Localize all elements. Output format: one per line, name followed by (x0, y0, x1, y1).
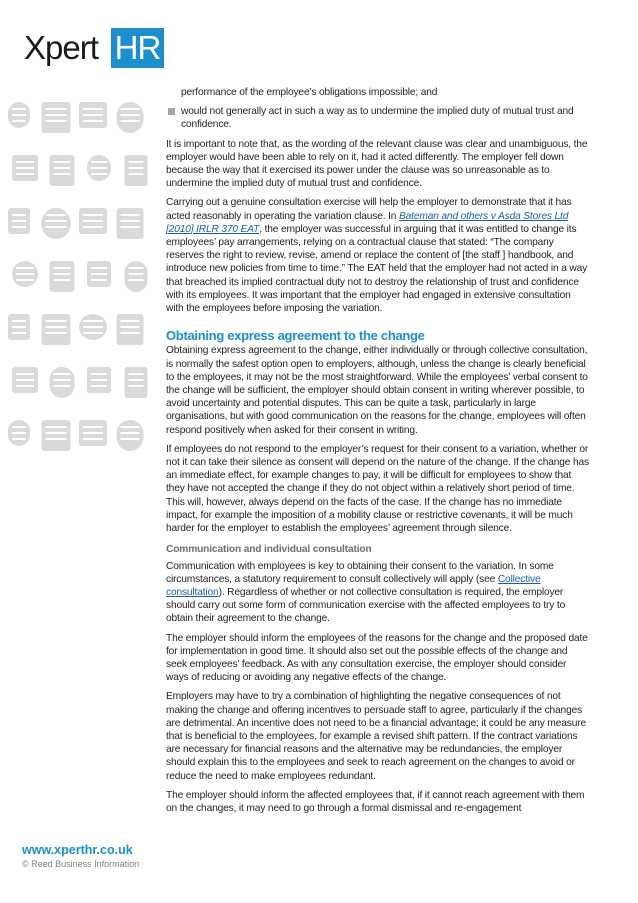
book-icon (117, 314, 144, 345)
bullet-text: would not generally act in such a way as to undermine the implied duty of mutual trust and confidence. (181, 106, 574, 131)
headset-icon (8, 314, 30, 340)
scales-icon (117, 102, 144, 133)
info-icon (42, 314, 71, 345)
document-icon (8, 102, 30, 128)
checklist-icon (12, 155, 38, 181)
lock-icon (117, 420, 144, 451)
sidebar (0, 0, 161, 903)
case-link-bateman[interactable]: Bateman and others v Asda Stores Ltd [2010] IRLR 370 EAT (166, 210, 569, 235)
scales-icon (79, 208, 107, 234)
building-icon (125, 155, 148, 186)
logo-text-hr: HR (111, 28, 164, 68)
logo-text-xpert: Xpert (24, 29, 98, 66)
umbrella-icon (50, 367, 75, 398)
folder-icon (12, 367, 38, 393)
people-icon (79, 420, 107, 446)
paragraph: The employer should inform the affected employees that, if it cannot reach agreement with them on the changes, it may need to go through a formal dismissal and re-engagement (166, 789, 585, 814)
folder-icon (87, 155, 111, 181)
paragraph: Obtaining express agreement to the change, either individually or through collective consultation, is normally the safest option open to employers, although, unless the change is clearly beneficial to the employees, it may not be the most straightforward. While the employees’ verbal consent to the change will be sufficient, the employer should obtain consent in writing wherever possible, to avoid uncertainty and potential disputes. This can be quite a task, particularly in large organisations, but with good communication on the reasons for the change, employees will often respond positively when asked for their consent in writing. (166, 345, 588, 436)
section-heading: Obtaining express agreement to the change (166, 328, 425, 344)
paragraph-text: Communication with employees is key to obtaining their consent to the variation. In some circumstances, a statutory requirement to consult collectively will apply (see (166, 560, 554, 585)
globe-icon (125, 261, 148, 292)
phone-icon (87, 261, 111, 287)
paragraph: If employees do not respond to the employer’s request for their consent to a variation, whether or not it can take their silence as consent will depend on the nature of the change. If the change has an immediate effect, for example changes to pay, it will be difficult for employees to show that they have not accepted the change if they do not object within a relatively short period of time. This will, however, always depend on the facts of the case. If the change has no immediate impact, for example the imposition of a mobility clause or restrictive covenants, it will be much harder for the employer to establish the employees’ agreement through silence. (166, 443, 589, 535)
paragraph-communication (166, 560, 590, 626)
star-icon (125, 367, 148, 398)
paragraph: It is important to note that, as the wording of the relevant clause was clear and unambiguous, the employer would have been able to rely on it, had it acted differently. The employer fell down because the way that it exercised its power under the clause was so unreasonable as to undermine the implied duty of mutual trust and confidence. (166, 138, 588, 190)
copyright-notice: © Reed Business Information (22, 859, 140, 869)
chart-icon (42, 102, 71, 133)
question-icon (42, 420, 71, 451)
bullet-continuation: performance of the employee’s obligations impossible; and (181, 87, 438, 98)
paragraph-text: Carrying out a genuine consultation exercise will help the employer to demonstrate that it has acted reasonably in operating the variation clause. In (166, 197, 572, 222)
website-link[interactable]: www.xperthr.co.uk (22, 843, 133, 857)
paragraph: The employer should inform the employees of the reasons for the change and the proposed date for implementation in good time. It should also set out the possible effects of the change and seek employees’ feedback. As with any consultation exercise, the employer should consider ways of reducing or avoiding any negative effects of the change. (166, 632, 588, 684)
bullet-item (166, 105, 590, 131)
pie-chart-icon (8, 420, 30, 446)
paragraph-text: , the employer was successful in arguing that it was entitled to change its employees’ pay arrangements, relying on a contractual clause that stated: “The company reserves the right to review, revise, amend or replace the content of [the staff ] handbook, and introduce new policies from time to time.” The EAT held that the employer had not acted in a way that breached its implied contractual duty not to destroy the relationship of trust and confidence with its employees. It was important that the employer had engaged in extensive consultation with the employees before imposing the variation. (166, 223, 588, 315)
subsection-heading: Communication and individual consultation (166, 544, 372, 556)
document-icon (87, 367, 111, 393)
clock-icon (79, 314, 107, 340)
paragraph-bateman (166, 196, 590, 315)
calendar-icon (79, 102, 107, 128)
collective-consultation-link[interactable]: Collective consultation (166, 573, 541, 598)
paragraph-text: ). Regardless of whether or not collective consultation is required, the employer should carry out some form of communication exercise with the affected employees to try to obtain their agreement to the change. (166, 586, 566, 625)
paragraph: Employers may have to try a combination of highlighting the negative consequences of not making the change and offering incentives to persuade staff to agree, particularly if the changes are detrimental. An incentive does not need to be a financial advantage; it could be any measure that is beneficial to the employees, for example a revised shift pattern. If the contract variations are necessary for financial reasons and the alternative may be redundancies, the employer should explain this to the employees and seek to reach agreement on the changes to avoid or reduce the need to make employees redundant. (166, 691, 586, 782)
people-icon (117, 208, 144, 239)
article-body (166, 86, 590, 821)
person-icon (12, 261, 38, 287)
arrows-icon (50, 155, 75, 186)
footer (22, 843, 139, 869)
decorative-icon-grid (0, 96, 152, 836)
calculator-icon (8, 208, 30, 234)
network-icon (50, 261, 75, 292)
government-icon (42, 208, 71, 239)
bullet-marker (168, 108, 175, 115)
